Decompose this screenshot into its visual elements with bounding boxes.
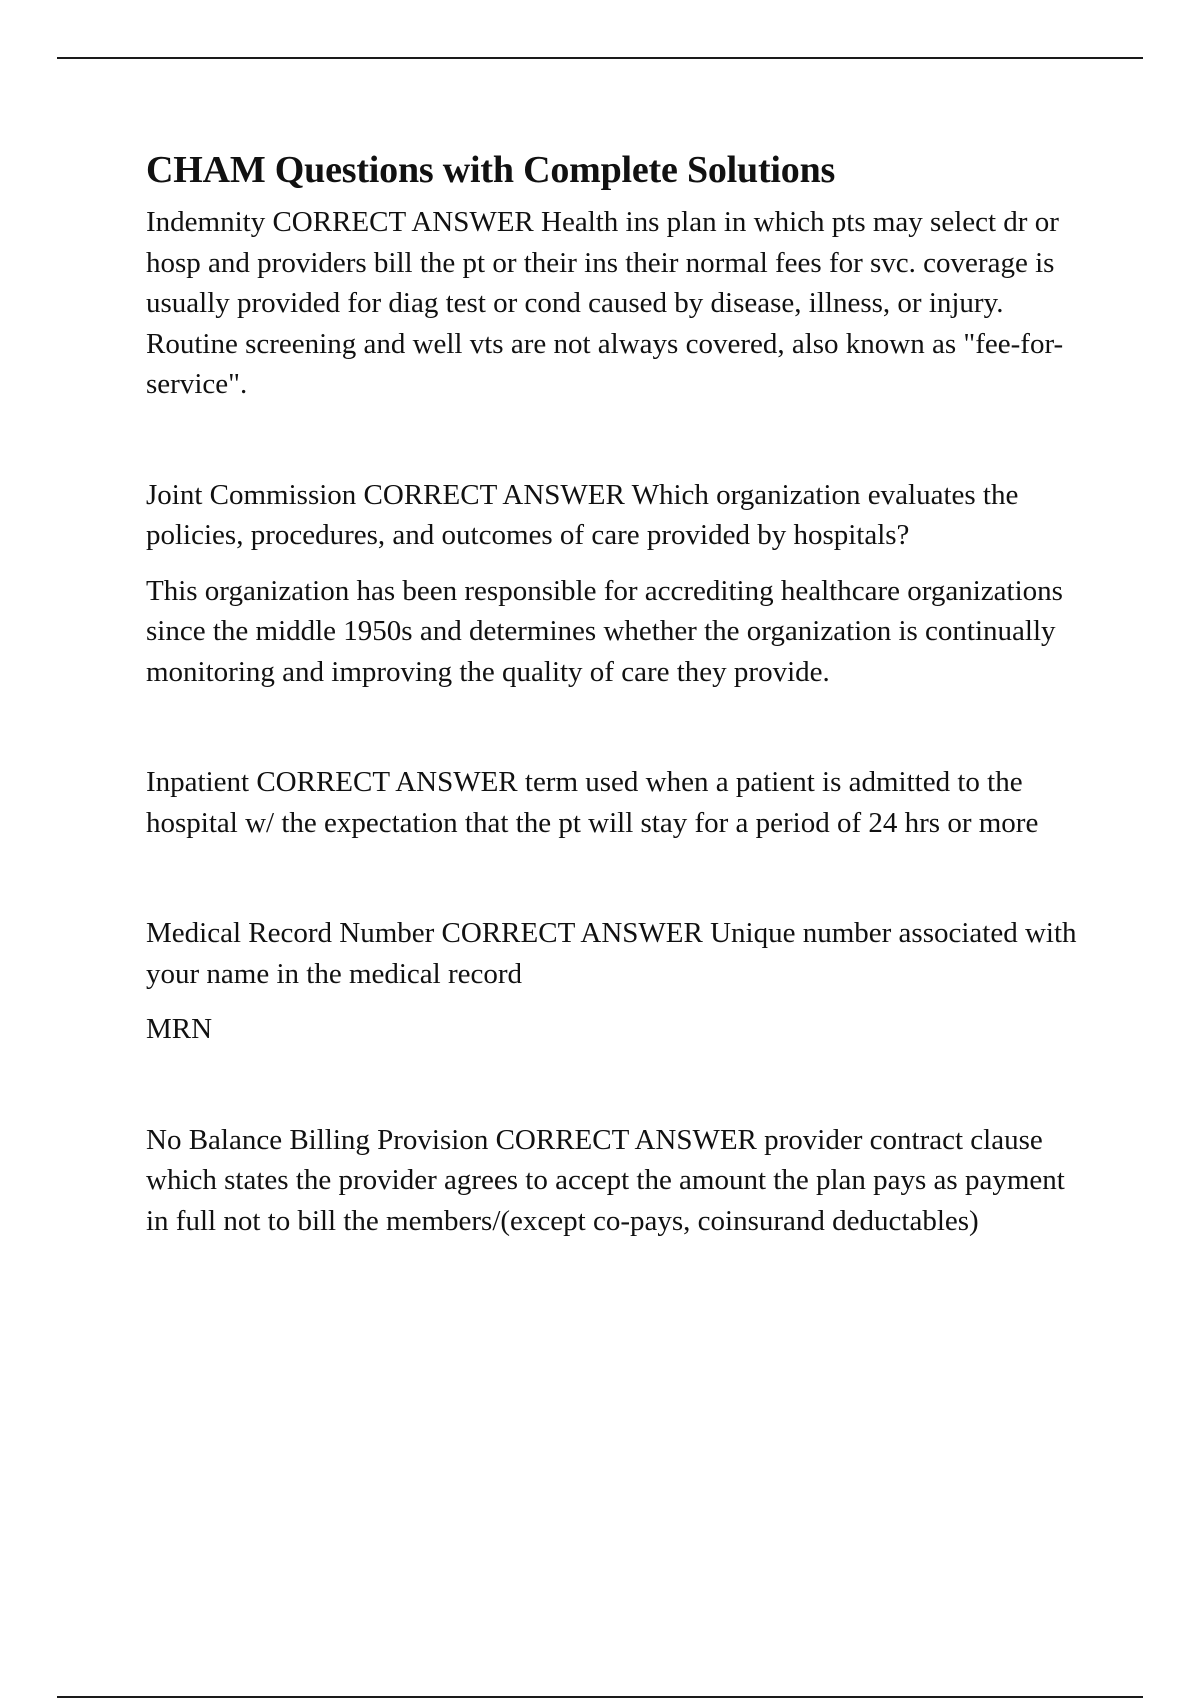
qa-entry-indemnity [146,202,1086,405]
entry-text: Inpatient CORRECT ANSWER term used when a patient is admitted to the hospital w/ the expectation that the pt will stay for a period of 24 hrs or more [146,766,1039,839]
qa-entry-no-balance-billing [146,1120,1086,1242]
entry-text: MRN [146,1013,213,1045]
qa-entry-inpatient [146,762,1086,843]
document-body [146,140,1086,1241]
entry-text: Joint Commission CORRECT ANSWER Which organization evaluates the policies, procedures, and outcomes of care provided by hospitals? [146,478,1019,551]
entry-text: This organization has been responsible for accrediting healthcare organizations since the middle 1950s and determines whether the organization is continually monitoring and improving the quality of care they provide. [146,574,1063,688]
bottom-divider [57,1696,1143,1698]
entry-text: Medical Record Number CORRECT ANSWER Unique number associated with your name in the medical record [146,917,1077,990]
qa-entry-joint-commission [146,475,1086,693]
entry-text: Indemnity CORRECT ANSWER Health ins plan in which pts may select dr or hosp and providers bill the pt or their ins their normal fees for svc. coverage is usually provided for diag test or cond caused by disease, illness, or injury. Routine screening and well vts are not always covered, also known as "fee-for-service". [146,206,1064,400]
top-divider [57,57,1143,59]
entry-text: No Balance Billing Provision CORRECT ANSWER provider contract clause which states the provider agrees to accept the amount the plan pays as payment in full not to bill the members/(except co-pays, coinsurand deductables) [146,1123,1065,1237]
document-title: CHAM Questions with Complete Solutions [146,149,836,191]
qa-entry-medical-record-number [146,913,1086,1050]
